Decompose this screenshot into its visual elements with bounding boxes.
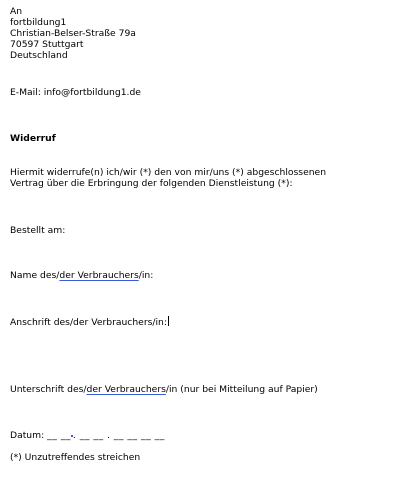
recipient-country: Deutschland (10, 50, 68, 61)
signature-label-after: /in (nur bei Mitteilung auf Papier) (165, 384, 318, 395)
footnote: (*) Unzutreffendes streichen (10, 452, 141, 463)
date-line (10, 430, 165, 441)
date-blanks-part-1: __ __ (47, 430, 71, 441)
consumer-name-label-after: /in: (138, 270, 154, 281)
document-title: Widerruf (10, 133, 56, 144)
ordered-on-label: Bestellt am: (10, 225, 66, 236)
statement-line-2: Vertrag über die Erbringung der folgenden Dienstleistung (*): (10, 178, 293, 189)
date-blanks[interactable] (47, 430, 165, 441)
email-line: E-Mail: info@fortbildung1.de (10, 87, 141, 98)
recipient-company: fortbildung1 (10, 17, 67, 28)
consumer-address-label-text: Anschrift des/der Verbrauchers/in: (10, 317, 167, 328)
statement-line-1: Hiermit widerrufe(n) ich/wir (*) den von mir/uns (*) abgeschlossenen (10, 167, 327, 178)
recipient-street: Christian-Belser-Straße 79a (10, 28, 136, 39)
consumer-name-label (10, 270, 153, 281)
consumer-address-label[interactable] (10, 316, 169, 328)
spellcheck-underlined-text: der Verbrauchers (86, 384, 166, 395)
consumer-name-label-before: Name des/ (10, 270, 60, 281)
date-blanks-part-2: . __ __ . __ __ __ __ (72, 430, 165, 441)
signature-label (10, 384, 318, 395)
spellcheck-underlined-text: der Verbrauchers (59, 270, 139, 281)
date-label: Datum: (10, 430, 45, 441)
signature-label-before: Unterschrift des/ (10, 384, 87, 395)
text-cursor (168, 316, 169, 326)
recipient-header: An (10, 6, 23, 17)
recipient-city: 70597 Stuttgart (10, 39, 84, 50)
